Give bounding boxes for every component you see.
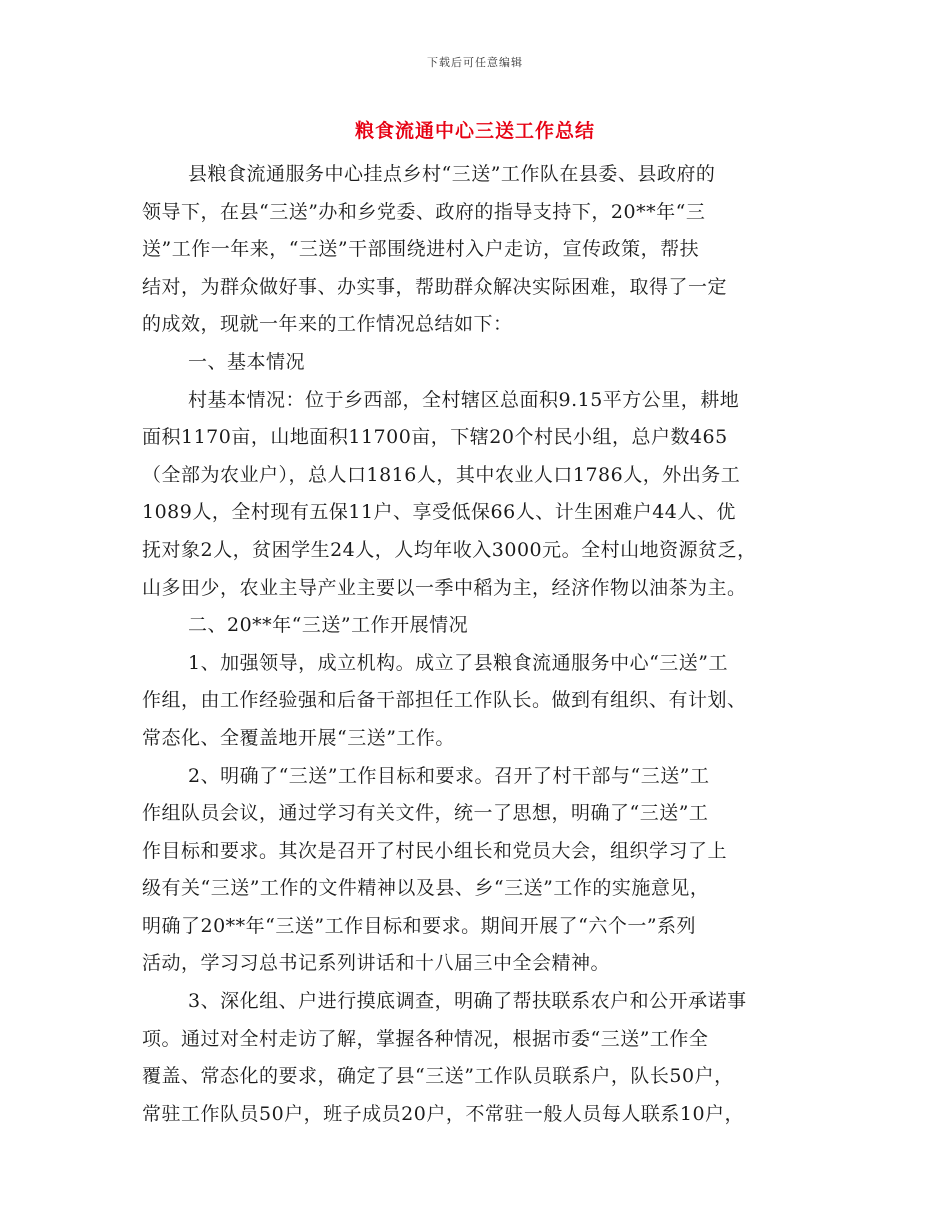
- body-line: 常驻工作队员50户，班子成员20户，不常驻一般人员每人联系10户，: [142, 1102, 745, 1125]
- body-line: 项。通过对全村走访了解，掌握各种情况，根据市委“三送”工作全: [142, 1027, 709, 1050]
- body-line: 1、加强领导，成立机构。成立了县粮食流通服务中心“三送”工: [188, 651, 729, 674]
- body-line: 级有关“三送”工作的文件精神以及县、乡“三送”工作的实施意见，: [142, 877, 710, 900]
- body-line: 作目标和要求。其次是召开了村民小组长和党员大会，组织学习了上: [142, 839, 728, 862]
- body-line: 明确了20**年“三送”工作目标和要求。期间开展了“六个一”系列: [142, 914, 697, 937]
- header-note: 下载后可任意编辑: [427, 56, 523, 69]
- body-line: 领导下，在县“三送”办和乡党委、政府的指导支持下，20**年“三: [142, 200, 706, 223]
- body-line: 县粮食流通服务中心挂点乡村“三送”工作队在县委、县政府的: [188, 163, 716, 185]
- document-body: [142, 156, 818, 1133]
- document-title: 粮食流通中心三送工作总结: [354, 120, 595, 142]
- body-line: 覆盖、常态化的要求，确定了县“三送”工作队员联系户，队长50户，: [142, 1065, 734, 1088]
- body-line: 常态化、全覆盖地开展“三送”工作。: [142, 726, 455, 749]
- body-line: 作组，由工作经验强和后备干部担任工作队长。做到有组织、有计划、: [142, 689, 747, 712]
- body-line: 面积1170亩，山地面积11700亩，下辖20个村民小组，总户数465: [142, 426, 728, 449]
- body-line: 二、20**年“三送”工作开展情况: [188, 614, 469, 637]
- body-line: 的成效，现就一年来的工作情况总结如下：: [142, 313, 513, 336]
- body-line: 作组队员会议，通过学习有关文件，统一了思想，明确了“三送”工: [142, 802, 709, 825]
- body-line: （全部为农业户），总人口1816人，其中农业人口1786人，外出务工: [142, 463, 741, 486]
- body-line: 3、深化组、户进行摸底调查，明确了帮扶联系农户和公开承诺事: [188, 990, 747, 1013]
- body-line: 村基本情况：位于乡西部，全村辖区总面积9.15平方公里，耕地: [188, 388, 740, 411]
- body-line: 送”工作一年来，“三送”干部围绕进村入户走访，宣传政策，帮扶: [142, 238, 700, 261]
- body-line: 结对，为群众做好事、办实事，帮助群众解决实际困难，取得了一定: [142, 275, 728, 298]
- body-line: 一、基本情况: [188, 350, 306, 373]
- body-line: 1089人，全村现有五保11户、享受低保66人、计生困难户44人、优: [142, 501, 736, 524]
- body-line: 山多田少，农业主导产业主要以一季中稻为主，经济作物以油茶为主。: [142, 576, 747, 599]
- body-line: 活动，学习习总书记系列讲话和十八届三中全会精神。: [142, 952, 611, 975]
- body-line: 2、明确了“三送”工作目标和要求。召开了村干部与“三送”工: [188, 764, 710, 787]
- body-line: 抚对象2人，贫困学生24人，人均年收入3000元。全村山地资源贫乏，: [142, 538, 757, 561]
